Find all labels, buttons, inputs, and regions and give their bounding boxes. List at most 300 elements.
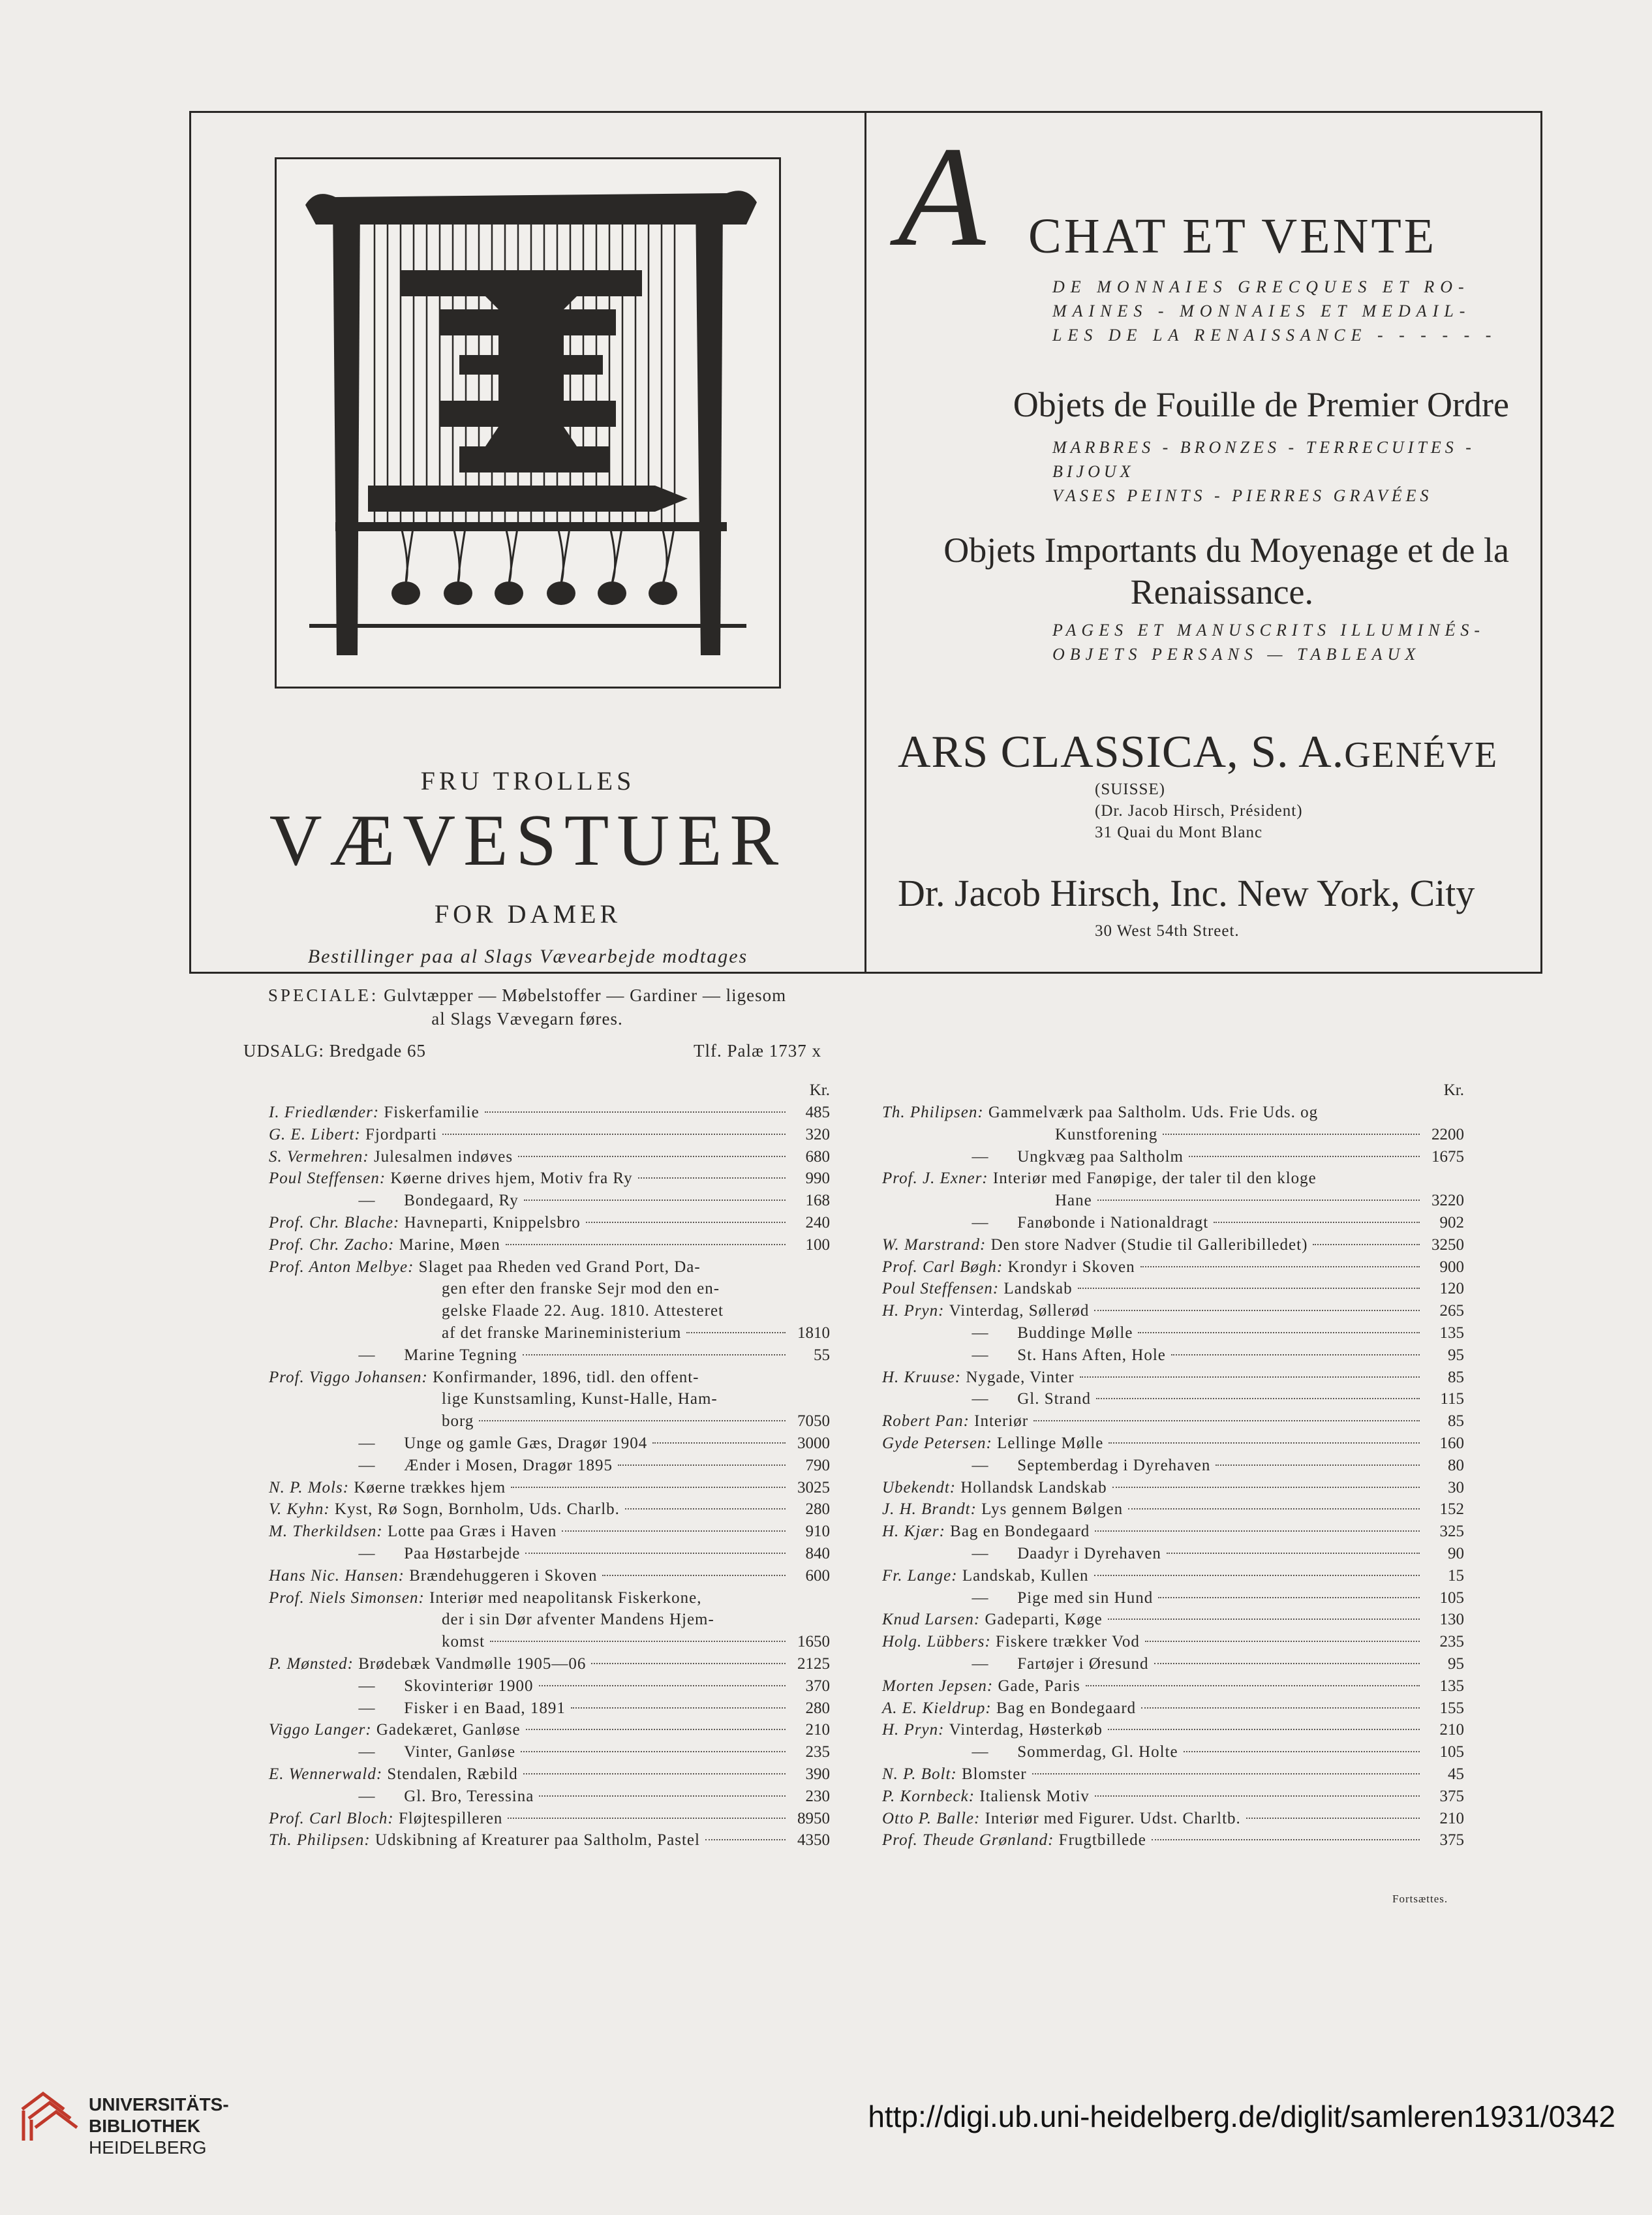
leader-dots xyxy=(1097,1200,1420,1201)
artist-name: Prof. Anton Melbye: xyxy=(269,1258,414,1276)
artwork-title: Paa Høstarbejde xyxy=(399,1544,521,1562)
artwork-title: Brødebæk Vandmølle 1905—06 xyxy=(353,1654,587,1673)
speciale-text: Gulvtæpper — Møbelstoffer — Gardiner — ligesom xyxy=(384,985,787,1005)
artist-name: Gyde Petersen: xyxy=(882,1434,992,1452)
ad-objets-fouille: Objets de Fouille de Premier Ordre xyxy=(1013,385,1509,424)
price-entry xyxy=(269,1609,830,1631)
price-entry xyxy=(269,1300,830,1322)
sub-line: MARBRES - BRONZES - TERRECUITES - BIJOUX xyxy=(1052,438,1475,481)
artist-name: W. Marstrand: xyxy=(882,1235,987,1254)
price-value: 105 xyxy=(1439,1743,1464,1761)
leader-dots xyxy=(1246,1818,1420,1819)
price-entry xyxy=(269,1763,830,1786)
ditto-dash: — xyxy=(358,1346,375,1364)
artwork-title: Fartøjer i Øresund xyxy=(1013,1654,1149,1673)
price-value: 325 xyxy=(1439,1523,1464,1541)
leader-dots xyxy=(1095,1530,1420,1532)
price-entry xyxy=(269,1521,830,1543)
price-value: 115 xyxy=(1440,1390,1464,1408)
ditto-dash: — xyxy=(971,1654,988,1673)
address-line: 31 Quai du Mont Blanc xyxy=(1095,824,1263,841)
price-value: 265 xyxy=(1439,1302,1464,1320)
artwork-title: Fiskere trækker Vod xyxy=(990,1633,1140,1651)
artwork-title: gelske Flaade 22. Aug. 1810. Attesteret xyxy=(442,1302,724,1320)
library-logo-icon xyxy=(17,2090,80,2143)
ditto-dash: — xyxy=(971,1147,988,1166)
artwork-title: Gadeparti, Køge xyxy=(980,1611,1103,1629)
artist-name: Prof. Carl Bloch: xyxy=(269,1809,394,1827)
leader-dots xyxy=(523,1354,786,1355)
price-entry xyxy=(882,1256,1464,1278)
ad-sub-pages xyxy=(1052,618,1509,666)
price-entry xyxy=(269,1278,830,1300)
price-entry xyxy=(882,1631,1464,1653)
artist-name: G. E. Libert: xyxy=(269,1125,361,1143)
artwork-title: Brændehuggeren i Skoven xyxy=(404,1566,598,1585)
artist-name: H. Kjær: xyxy=(882,1523,945,1541)
artwork-title: Skovinteriør 1900 xyxy=(399,1677,534,1695)
artist-name: Prof. J. Exner: xyxy=(882,1169,988,1188)
artwork-title: Nygade, Vinter xyxy=(961,1368,1075,1386)
artwork-title: Køerne trækkes hjem xyxy=(349,1478,506,1496)
price-value: 135 xyxy=(1439,1677,1464,1695)
ad-udsalg: UDSALG: Bredgade 65 xyxy=(243,1041,426,1061)
price-value: 30 xyxy=(1448,1478,1464,1496)
price-value: 100 xyxy=(805,1235,830,1254)
price-entry xyxy=(269,1786,830,1808)
leader-dots xyxy=(1189,1156,1420,1157)
artwork-title: Sommerdag, Gl. Holte xyxy=(1013,1743,1178,1761)
leader-dots xyxy=(562,1530,786,1532)
price-value: 240 xyxy=(805,1213,830,1231)
artwork-title: Interiør med neapolitansk Fiskerkone, xyxy=(424,1588,702,1607)
leader-dots xyxy=(1094,1575,1420,1576)
price-value: 95 xyxy=(1448,1346,1464,1364)
artwork-title: Vinterdag, Søllerød xyxy=(944,1302,1090,1320)
price-entry xyxy=(882,1609,1464,1631)
price-entry xyxy=(882,1741,1464,1763)
artwork-title: Bag en Bondegaard xyxy=(991,1699,1137,1717)
price-entry xyxy=(882,1124,1464,1146)
price-entry xyxy=(882,1675,1464,1697)
address-line: (SUISSE) xyxy=(1095,781,1166,798)
price-value: 160 xyxy=(1439,1434,1464,1452)
artwork-title: Den store Nadver (Studie til Galleribilledet) xyxy=(986,1235,1308,1254)
leader-dots xyxy=(506,1244,786,1245)
artwork-title: Lotte paa Græs i Haven xyxy=(382,1523,557,1541)
leader-dots xyxy=(1086,1685,1420,1686)
price-entry xyxy=(269,1344,830,1367)
artwork-title: Fjordparti xyxy=(360,1125,438,1143)
artwork-title: Lys gennem Bølgen xyxy=(976,1500,1124,1519)
price-entry xyxy=(882,1521,1464,1543)
price-value: 370 xyxy=(805,1677,830,1695)
artwork-title: lige Kunstsamling, Kunst-Halle, Ham- xyxy=(442,1390,718,1408)
artwork-title: Blomster xyxy=(956,1765,1027,1783)
ad-sub-marbres xyxy=(1052,435,1509,508)
price-entry xyxy=(269,1653,830,1675)
leader-dots xyxy=(586,1222,786,1223)
artwork-title: Ænder i Mosen, Dragør 1895 xyxy=(399,1456,613,1474)
currency-header: Kr. xyxy=(1443,1081,1464,1099)
library-line: BIBLIOTHEK xyxy=(89,2116,201,2136)
ad-sub-monnaies xyxy=(1052,275,1509,347)
artwork-title: Pige med sin Hund xyxy=(1013,1588,1154,1607)
artwork-title: Unge og gamle Gæs, Dragør 1904 xyxy=(399,1434,648,1452)
heading-line: Renaissance. xyxy=(1130,572,1313,612)
artist-name: Viggo Langer: xyxy=(269,1721,372,1739)
artist-name: I. Friedlænder: xyxy=(269,1104,380,1121)
leader-dots xyxy=(618,1464,786,1466)
ditto-dash: — xyxy=(358,1743,375,1761)
price-value: 235 xyxy=(1439,1633,1464,1651)
leader-dots xyxy=(1080,1376,1420,1378)
ad-hirsch-address: 30 West 54th Street. xyxy=(1095,922,1240,940)
price-value: 210 xyxy=(805,1721,830,1739)
price-entry xyxy=(269,1675,830,1697)
price-entry xyxy=(269,1719,830,1741)
artist-name: Holg. Lübbers: xyxy=(882,1633,991,1651)
leader-dots xyxy=(490,1641,786,1642)
price-value: 320 xyxy=(805,1125,830,1143)
price-entry xyxy=(882,1278,1464,1300)
ad-objets-importants xyxy=(883,529,1509,613)
artist-name: Poul Steffensen: xyxy=(882,1280,1000,1298)
price-value: 1650 xyxy=(797,1633,830,1651)
library-line: HEIDELBERG xyxy=(89,2137,207,2158)
price-value: 155 xyxy=(1439,1699,1464,1717)
speciale-label: SPECIALE: xyxy=(268,985,379,1005)
price-value: 8950 xyxy=(797,1809,830,1827)
artwork-title: Gl. Strand xyxy=(1013,1390,1092,1408)
price-entry xyxy=(269,1322,830,1344)
price-entry xyxy=(882,1786,1464,1808)
artist-name: P. Kornbeck: xyxy=(882,1787,975,1805)
artwork-title: Vinterdag, Høsterkøb xyxy=(944,1721,1103,1739)
artwork-title: Bag en Bondegaard xyxy=(945,1523,1090,1541)
artwork-title: komst xyxy=(442,1633,485,1651)
artwork-title: Hollandsk Landskab xyxy=(956,1478,1107,1496)
artist-name: H. Pryn: xyxy=(882,1302,945,1320)
artwork-title: Vinter, Ganløse xyxy=(399,1743,516,1761)
price-entry xyxy=(882,1719,1464,1741)
artwork-title: Slaget paa Rheden ved Grand Port, Da- xyxy=(414,1258,701,1276)
price-entry xyxy=(882,1234,1464,1256)
price-value: 375 xyxy=(1439,1787,1464,1805)
artwork-title: Landskab, Kullen xyxy=(957,1566,1089,1585)
artwork-title: borg xyxy=(442,1412,474,1431)
ditto-dash: — xyxy=(971,1346,988,1364)
price-entry xyxy=(882,1102,1464,1124)
artwork-title: St. Hans Aften, Hole xyxy=(1013,1346,1166,1364)
artist-name: Prof. Viggo Johansen: xyxy=(269,1368,428,1386)
price-entry xyxy=(882,1367,1464,1389)
price-entry xyxy=(269,1565,830,1587)
price-value: 210 xyxy=(1439,1721,1464,1739)
price-entry xyxy=(882,1455,1464,1477)
ditto-dash: — xyxy=(358,1787,375,1805)
price-entry xyxy=(882,1322,1464,1344)
leader-dots xyxy=(479,1420,786,1421)
leader-dots xyxy=(1096,1398,1420,1399)
price-entry xyxy=(882,1388,1464,1410)
ad-vaevestuer-title: VÆVESTUER xyxy=(269,800,787,881)
price-entry xyxy=(269,1455,830,1477)
price-entry xyxy=(882,1168,1464,1190)
library-name xyxy=(89,2094,229,2158)
speciale-text-2: al Slags Vævegarn føres. xyxy=(431,1009,623,1029)
price-entry xyxy=(269,1697,830,1720)
ad-vaevestuer xyxy=(191,113,864,1061)
leader-dots xyxy=(508,1818,786,1819)
loom-drawing xyxy=(277,159,779,687)
leader-dots xyxy=(1152,1839,1420,1840)
ditto-dash: — xyxy=(971,1213,988,1231)
leader-dots xyxy=(1184,1751,1420,1752)
price-entry xyxy=(269,1146,830,1168)
price-entry xyxy=(882,1477,1464,1499)
ad-speciale xyxy=(243,984,811,1030)
price-value: 485 xyxy=(805,1104,830,1121)
artist-name: Prof. Chr. Zacho: xyxy=(269,1235,395,1254)
leader-dots xyxy=(485,1111,786,1113)
leader-dots xyxy=(1167,1553,1420,1554)
price-value: 840 xyxy=(805,1544,830,1562)
price-entry xyxy=(882,1300,1464,1322)
ad-ars-address xyxy=(1095,779,1303,843)
leader-dots xyxy=(705,1839,786,1840)
price-value: 3025 xyxy=(797,1478,830,1496)
leader-dots xyxy=(1108,1619,1420,1620)
price-entry xyxy=(269,1433,830,1455)
sub-line: PAGES ET MANUSCRITS ILLUMINÉS- xyxy=(1052,621,1485,640)
price-entry xyxy=(269,1212,830,1234)
sub-line: MAINES - MONNAIES ET MEDAIL- xyxy=(1052,302,1471,320)
leader-dots xyxy=(1108,1729,1420,1730)
ad-jacob-hirsch: Dr. Jacob Hirsch, Inc. New York, City xyxy=(898,872,1475,914)
leader-dots xyxy=(686,1332,786,1333)
leader-dots xyxy=(1163,1134,1420,1135)
artist-name: Poul Steffensen: xyxy=(269,1169,386,1188)
price-entry xyxy=(882,1808,1464,1830)
leader-dots xyxy=(652,1442,786,1444)
price-value: 902 xyxy=(1439,1213,1464,1231)
ornamental-initial: A xyxy=(898,117,986,276)
leader-dots xyxy=(1171,1354,1420,1355)
artwork-title: Gl. Bro, Teressina xyxy=(399,1787,534,1805)
artwork-title: Ungkvæg paa Saltholm xyxy=(1013,1147,1184,1166)
sub-line: OBJETS PERSANS — TABLEAUX xyxy=(1052,645,1421,664)
leader-dots xyxy=(539,1685,786,1686)
leader-dots xyxy=(591,1663,786,1664)
leader-dots xyxy=(1216,1464,1420,1466)
artist-name: J. H. Brandt: xyxy=(882,1500,977,1519)
price-value: 900 xyxy=(1439,1258,1464,1276)
price-value: 7050 xyxy=(797,1412,830,1431)
artist-name: Th. Philipsen: xyxy=(269,1831,371,1850)
ditto-dash: — xyxy=(358,1544,375,1562)
price-entry xyxy=(269,1367,830,1389)
artist-name: N. P. Mols: xyxy=(269,1478,350,1496)
price-value: 1810 xyxy=(797,1324,830,1342)
artist-name: Prof. Theude Grønland: xyxy=(882,1831,1054,1850)
price-value: 3220 xyxy=(1431,1192,1464,1210)
ditto-dash: — xyxy=(971,1544,988,1562)
price-entry xyxy=(882,1763,1464,1786)
leader-dots xyxy=(524,1200,786,1201)
leader-dots xyxy=(1094,1310,1420,1311)
price-entry xyxy=(882,1829,1464,1851)
leader-dots xyxy=(511,1487,786,1488)
ad-for-damer: FOR DAMER xyxy=(434,899,622,929)
price-entry xyxy=(882,1344,1464,1367)
price-value: 152 xyxy=(1439,1500,1464,1519)
leader-dots xyxy=(1313,1244,1420,1245)
artist-name: V. Kyhn: xyxy=(269,1500,330,1519)
artist-name: N. P. Bolt: xyxy=(882,1765,957,1783)
artwork-title: Interiør med Fanøpige, der taler til den kloge xyxy=(988,1169,1317,1188)
artwork-title: Interiør xyxy=(969,1412,1029,1431)
artist-name: H. Pryn: xyxy=(882,1721,945,1739)
source-url-link[interactable]: http://digi.ub.uni-heidelberg.de/diglit/samleren1931/0342 xyxy=(868,2099,1615,2133)
price-value: 105 xyxy=(1439,1588,1464,1607)
leader-dots xyxy=(1033,1420,1420,1421)
leader-dots xyxy=(1095,1795,1420,1797)
leader-dots xyxy=(1109,1442,1420,1444)
leader-dots xyxy=(625,1508,786,1510)
artist-name: S. Vermehren: xyxy=(269,1147,369,1166)
ars-main: ARS CLASSICA, S. A. xyxy=(898,727,1345,777)
artist-name: Prof. Chr. Blache: xyxy=(269,1213,400,1231)
leader-dots xyxy=(638,1177,786,1179)
leader-dots xyxy=(1158,1597,1420,1598)
artwork-title: Fiskerfamilie xyxy=(379,1104,480,1121)
price-entry xyxy=(269,1190,830,1212)
price-entry xyxy=(269,1498,830,1521)
ditto-dash: — xyxy=(358,1434,375,1452)
price-value: 2125 xyxy=(797,1654,830,1673)
ad-bestillinger: Bestillinger paa al Slags Vævearbejde modtages xyxy=(307,946,748,967)
artwork-title: Konfirmander, 1896, tidl. den offent- xyxy=(427,1368,699,1386)
price-entry xyxy=(269,1829,830,1851)
price-value: 280 xyxy=(805,1699,830,1717)
price-value: 55 xyxy=(814,1346,830,1364)
artwork-title: Fanøbonde i Nationaldragt xyxy=(1013,1213,1209,1231)
artwork-title: Lellinge Mølle xyxy=(992,1434,1104,1452)
ditto-dash: — xyxy=(971,1390,988,1408)
leader-dots xyxy=(571,1707,786,1709)
library-line: UNIVERSITÄTS- xyxy=(89,2094,229,2114)
price-value: 390 xyxy=(805,1765,830,1783)
leader-dots xyxy=(518,1156,786,1157)
artwork-title: Havneparti, Knippelsbro xyxy=(399,1213,581,1231)
artist-name: Fr. Lange: xyxy=(882,1566,958,1585)
leader-dots xyxy=(1032,1773,1420,1774)
artwork-title: Stendalen, Ræbild xyxy=(382,1765,518,1783)
price-value: 130 xyxy=(1439,1611,1464,1629)
price-entry xyxy=(882,1190,1464,1212)
price-value: 168 xyxy=(805,1192,830,1210)
price-value: 375 xyxy=(1439,1831,1464,1850)
artwork-title: Hane xyxy=(1055,1192,1092,1210)
ditto-dash: — xyxy=(358,1677,375,1695)
ditto-dash: — xyxy=(358,1699,375,1717)
price-entry xyxy=(269,1477,830,1499)
price-entry xyxy=(882,1433,1464,1455)
price-entry xyxy=(269,1543,830,1565)
leader-dots xyxy=(1112,1487,1420,1488)
price-value: 15 xyxy=(1448,1566,1464,1585)
price-value: 120 xyxy=(1439,1280,1464,1298)
sub-line: DE MONNAIES GRECQUES ET RO- xyxy=(1052,277,1470,296)
leader-dots xyxy=(442,1134,786,1135)
artwork-title: Køerne drives hjem, Motiv fra Ry xyxy=(386,1169,633,1188)
price-entry xyxy=(269,1102,830,1124)
ditto-dash: — xyxy=(971,1743,988,1761)
leader-dots xyxy=(521,1751,786,1752)
artwork-title: der i sin Dør afventer Mandens Hjem- xyxy=(442,1611,714,1629)
price-entry xyxy=(269,1256,830,1278)
price-entry xyxy=(882,1697,1464,1720)
ad-ars-classica xyxy=(866,113,1540,972)
price-entry xyxy=(882,1565,1464,1587)
artist-name: Prof. Niels Simonsen: xyxy=(269,1588,425,1607)
price-value: 210 xyxy=(1439,1809,1464,1827)
artwork-title: Septemberdag i Dyrehaven xyxy=(1013,1456,1211,1474)
price-value: 600 xyxy=(805,1566,830,1585)
price-entry xyxy=(882,1146,1464,1168)
ad-telephone: Tlf. Palæ 1737 x xyxy=(694,1041,821,1061)
price-entry xyxy=(882,1498,1464,1521)
price-entry xyxy=(269,1587,830,1609)
artwork-title: Kyst, Rø Sogn, Bornholm, Uds. Charlb. xyxy=(329,1500,620,1519)
artist-name: Ubekendt: xyxy=(882,1478,956,1496)
price-value: 45 xyxy=(1448,1765,1464,1783)
artist-name: H. Kruuse: xyxy=(882,1368,962,1386)
artwork-title: af det franske Marineministerium xyxy=(442,1324,682,1342)
leader-dots xyxy=(1128,1508,1420,1510)
price-value: 85 xyxy=(1448,1368,1464,1386)
leader-dots xyxy=(1145,1641,1420,1642)
artwork-title: Krondyr i Skoven xyxy=(1003,1258,1135,1276)
artwork-title: Udskibning af Kreaturer paa Saltholm, Pastel xyxy=(370,1831,700,1850)
leader-dots xyxy=(523,1773,786,1774)
price-entry xyxy=(269,1388,830,1410)
price-entry xyxy=(269,1124,830,1146)
ditto-dash: — xyxy=(358,1192,375,1210)
artwork-title: Landskab xyxy=(999,1280,1073,1298)
artist-name: Knud Larsen: xyxy=(882,1611,981,1629)
price-list-left xyxy=(269,1079,830,1851)
price-value: 4350 xyxy=(797,1831,830,1850)
price-value: 90 xyxy=(1448,1544,1464,1562)
artwork-title: Interiør med Figurer. Udst. Charltb. xyxy=(980,1809,1241,1827)
price-value: 680 xyxy=(805,1147,830,1166)
artwork-title: Kunstforening xyxy=(1055,1125,1158,1143)
leader-dots xyxy=(526,1729,786,1730)
ditto-dash: — xyxy=(358,1456,375,1474)
artwork-title: Buddinge Mølle xyxy=(1013,1324,1133,1342)
heading-line: Objets Importants du Moyenage et de la xyxy=(943,531,1509,570)
artwork-title: Gammelværk paa Saltholm. Uds. Frie Uds. og xyxy=(983,1104,1319,1121)
price-entry xyxy=(269,1741,830,1763)
artist-name: Prof. Carl Bøgh: xyxy=(882,1258,1003,1276)
artwork-title: Fløjtespilleren xyxy=(393,1809,503,1827)
loom-illustration xyxy=(275,157,781,689)
price-value: 3000 xyxy=(797,1434,830,1452)
artwork-title: Marine Tegning xyxy=(399,1346,517,1364)
price-value: 235 xyxy=(805,1743,830,1761)
